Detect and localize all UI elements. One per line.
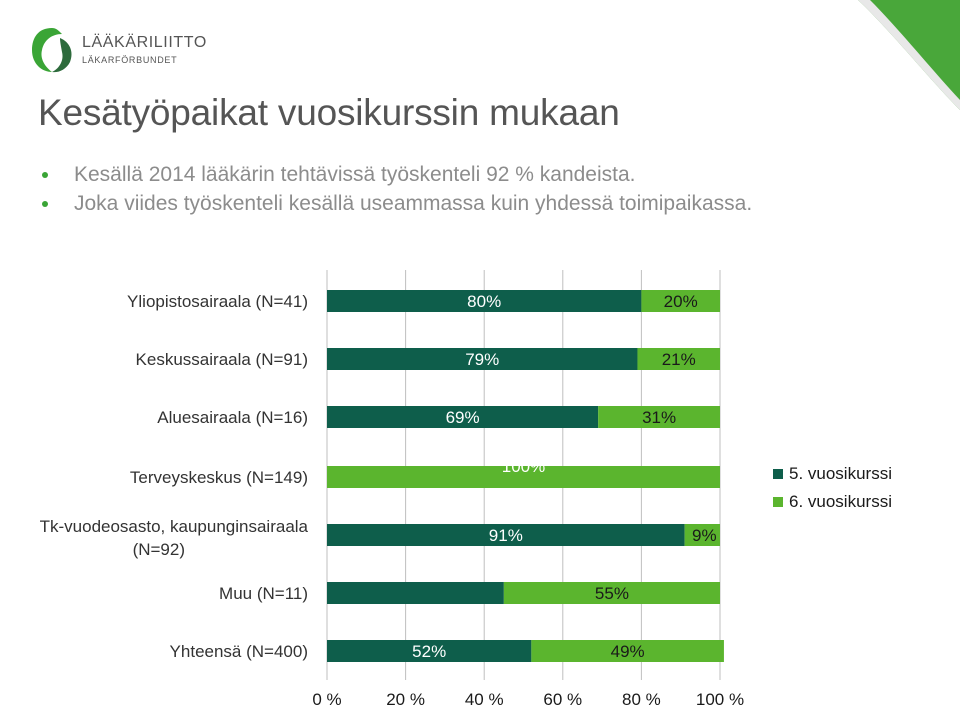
category-label: Muu (N=11) <box>219 584 308 603</box>
stacked-bar-chart <box>0 262 960 711</box>
bullet-dot <box>42 172 48 178</box>
bar-segment <box>327 582 504 604</box>
bullet-text: Joka viides työskenteli kesällä useammassa kuin yhdessä toimipaikassa. <box>74 192 753 215</box>
category-label: Yliopistosairaala (N=41) <box>127 292 308 311</box>
bullet-item <box>40 189 760 218</box>
data-label: 69% <box>445 408 480 427</box>
bullet-list <box>40 160 760 218</box>
x-tick-label: 60 % <box>543 690 583 709</box>
category-label: Yhteensä (N=400) <box>169 642 308 661</box>
x-tick-label: 20 % <box>386 690 425 709</box>
logo-subname: LÄKARFÖRBUNDET <box>82 55 178 65</box>
legend-label: 6. vuosikurssi <box>789 492 892 511</box>
data-label: 31% <box>642 408 677 427</box>
logo-name: LÄÄKÄRILIITTO <box>82 34 207 51</box>
data-label: 79% <box>465 350 500 369</box>
legend-swatch <box>773 469 783 479</box>
logo <box>30 26 207 74</box>
data-label: 9% <box>692 526 717 545</box>
bullet-dot <box>42 201 48 207</box>
data-label: 100% <box>501 457 546 476</box>
legend-swatch <box>773 497 783 507</box>
x-tick-label: 0 % <box>312 690 342 709</box>
bullet-item <box>40 160 760 189</box>
data-label: 20% <box>663 292 698 311</box>
data-label: 49% <box>610 642 645 661</box>
category-label: Keskussairaala (N=91) <box>135 350 308 369</box>
data-label: 55% <box>594 584 629 603</box>
category-label: Aluesairaala (N=16) <box>157 408 308 427</box>
logo-icon <box>30 26 74 74</box>
slide-title: Kesätyöpaikat vuosikurssin mukaan <box>38 92 620 133</box>
legend-label: 5. vuosikurssi <box>789 464 892 483</box>
bullet-text: Kesällä 2014 lääkärin tehtävissä työskenteli 92 % kandeista. <box>74 163 636 186</box>
data-label: 80% <box>467 292 502 311</box>
data-label: 91% <box>488 526 523 545</box>
page-curl-decoration <box>840 0 960 110</box>
category-label: Tk-vuodeosasto, kaupunginsairaala (N=92) <box>39 517 308 559</box>
data-label: 21% <box>661 350 696 369</box>
x-tick-label: 80 % <box>622 690 661 709</box>
x-tick-label: 100 % <box>695 690 745 709</box>
data-label: 52% <box>412 642 447 661</box>
category-label: Terveyskeskus (N=149) <box>129 468 308 487</box>
x-tick-label: 40 % <box>464 690 504 709</box>
